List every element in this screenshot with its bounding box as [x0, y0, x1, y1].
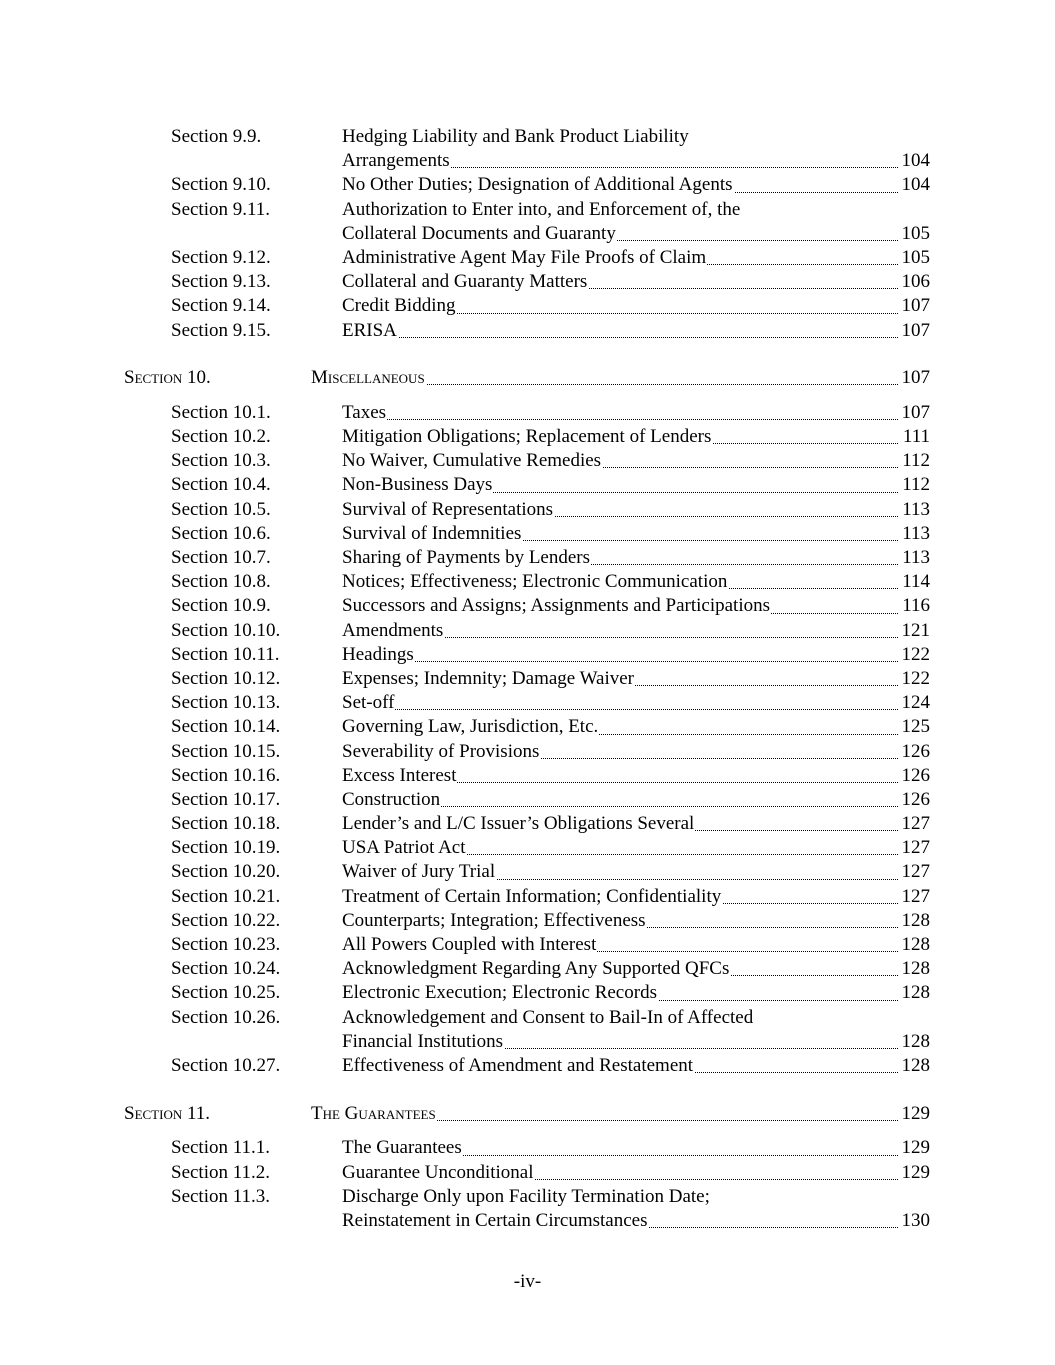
toc-entry: [0, 1054, 1055, 1078]
page-reference: 124: [901, 692, 930, 714]
toc-entry: [0, 1006, 1055, 1030]
section-title-text: The Guarantees: [311, 1102, 436, 1124]
page-reference: 107: [901, 319, 930, 341]
page-reference: 126: [901, 740, 930, 762]
page-reference: 105: [901, 222, 930, 244]
section-number: Section 10.9.: [171, 595, 271, 617]
section-title-text: Collateral Documents and Guaranty: [342, 222, 616, 244]
toc-entry: [0, 667, 1055, 691]
section-title: [342, 667, 898, 691]
toc-entry-continuation: [0, 149, 1055, 173]
section-title: [342, 294, 898, 318]
toc-entry: [0, 198, 1055, 222]
section-title-text: Survival of Representations: [342, 498, 554, 520]
section-title-text: Collateral and Guaranty Matters: [342, 271, 588, 293]
section-title: [342, 498, 898, 522]
section-title: [342, 812, 898, 836]
section-number: Section 11.2.: [171, 1161, 271, 1183]
section-title-continued: [342, 222, 898, 246]
toc-entry: [0, 522, 1055, 546]
toc-entry: [0, 425, 1055, 449]
toc-entry: [0, 1161, 1055, 1185]
page-reference: 122: [901, 643, 930, 665]
section-number: Section 10.18.: [171, 813, 281, 835]
section-title-text: Set-off: [342, 692, 395, 714]
section-number: Section 10.4.: [171, 474, 271, 496]
section-number: Section 10.22.: [171, 909, 281, 931]
section-number: Section 10.26.: [171, 1006, 281, 1028]
toc-entry-continuation: [0, 1030, 1055, 1054]
section-title: [342, 909, 898, 933]
toc-entry: [0, 1136, 1055, 1160]
page-reference: 113: [902, 498, 930, 520]
toc-entry: [0, 473, 1055, 497]
toc-entry: [0, 594, 1055, 618]
section-title-text: Administrative Agent May File Proofs of Claim: [342, 246, 707, 268]
section-title: [342, 981, 898, 1005]
section-number: Section 10.10.: [171, 619, 281, 641]
toc-entry: [0, 619, 1055, 643]
section-title-text: Mitigation Obligations; Replacement of Lenders: [342, 426, 712, 448]
section-title-text: Guarantee Unconditional: [342, 1161, 534, 1183]
section-number: Section 10.12.: [171, 667, 281, 689]
page-reference: 107: [901, 295, 930, 317]
section-number: Section 10.2.: [171, 426, 271, 448]
section-number: Section 10.23.: [171, 934, 281, 955]
section-title-text: Financial Institutions: [342, 1030, 503, 1052]
page-reference: 128: [901, 982, 930, 1004]
section-title: [342, 1136, 898, 1160]
table-of-contents: [0, 125, 1055, 1233]
section-title-text: Miscellaneous: [311, 367, 425, 389]
page-reference: 129: [901, 1137, 930, 1159]
section-number: Section 10.17.: [171, 788, 281, 810]
section-title-text: No Waiver, Cumulative Remedies: [342, 450, 602, 472]
page-reference: 129: [901, 1102, 930, 1124]
toc-entry: [0, 885, 1055, 909]
section-number: Section 10.19.: [171, 837, 281, 859]
section-title-text: Acknowledgement and Consent to Bail-In of Affected: [342, 1006, 754, 1028]
section-number: Section 11.: [124, 1102, 211, 1124]
page-reference: 111: [902, 426, 930, 448]
section-title: [342, 764, 898, 788]
page-reference: 125: [901, 716, 930, 738]
section-number: Section 9.12.: [171, 246, 271, 268]
page-reference: 104: [901, 174, 930, 196]
section-title-text: All Powers Coupled with Interest: [342, 934, 597, 955]
section-number: Section 10.3.: [171, 450, 271, 472]
section-title: [342, 125, 898, 149]
section-title: [342, 715, 898, 739]
toc-entry: [0, 498, 1055, 522]
toc-major-heading: [0, 366, 1055, 390]
page-reference: 113: [902, 522, 930, 544]
section-title-text: Taxes: [342, 401, 387, 423]
section-title-text: Counterparts; Integration; Effectiveness: [342, 909, 646, 931]
section-title-text: Amendments: [342, 619, 444, 641]
page-reference: 127: [901, 813, 930, 835]
section-number: Section 10.6.: [171, 522, 271, 544]
page-reference: 107: [901, 367, 930, 389]
section-number: Section 9.9.: [171, 126, 262, 147]
toc-entry: [0, 1185, 1055, 1209]
toc-entry: [0, 860, 1055, 884]
section-number: Section 10.15.: [171, 740, 281, 762]
section-number: Section 9.13.: [171, 271, 271, 293]
section-title: [342, 173, 898, 197]
section-title-continued: [342, 149, 898, 173]
page-reference: 128: [901, 1054, 930, 1076]
page-reference: 121: [901, 619, 930, 641]
section-title: [342, 570, 898, 594]
toc-entry: [0, 546, 1055, 570]
section-number: Section 10.24.: [171, 958, 281, 980]
section-title: [342, 691, 898, 715]
toc-entry: [0, 764, 1055, 788]
section-title-text: Non-Business Days: [342, 474, 493, 496]
toc-entry: [0, 740, 1055, 764]
section-title-text: Discharge Only upon Facility Termination Date;: [342, 1185, 710, 1207]
page-reference: 130: [901, 1209, 930, 1231]
toc-entry-continuation: [0, 222, 1055, 246]
toc-entry: [0, 981, 1055, 1005]
section-number: Section 10.16.: [171, 764, 281, 786]
toc-entry: [0, 319, 1055, 343]
section-number: Section 10.5.: [171, 498, 271, 520]
page-reference: 128: [901, 958, 930, 980]
section-title: [311, 366, 898, 390]
toc-entry: [0, 643, 1055, 667]
section-number: Section 9.15.: [171, 319, 271, 341]
section-title: [342, 885, 898, 909]
toc-entry: [0, 933, 1055, 957]
section-title-continued: [342, 1209, 898, 1233]
page-reference: 127: [901, 885, 930, 907]
section-title-text: Survival of Indemnities: [342, 522, 522, 544]
page-reference: 128: [901, 909, 930, 931]
section-title: [342, 619, 898, 643]
section-number: Section 10.1.: [171, 401, 271, 423]
section-number: Section 10.8.: [171, 571, 271, 593]
section-title-text: Sharing of Payments by Lenders: [342, 547, 591, 568]
section-title: [342, 522, 898, 546]
section-title-text: No Other Duties; Designation of Additional Agents: [342, 174, 733, 196]
page-reference: 112: [902, 450, 930, 472]
section-number: Section 10.14.: [171, 716, 281, 738]
section-title: [342, 319, 898, 343]
section-number: Section 10.11.: [171, 643, 280, 665]
section-title-text: Effectiveness of Amendment and Restatement: [342, 1054, 694, 1076]
toc-entry: [0, 570, 1055, 594]
section-title: [342, 933, 898, 957]
page-reference: 122: [901, 667, 930, 689]
section-number: Section 10.: [124, 367, 211, 389]
section-title-text: The Guarantees: [342, 1137, 462, 1159]
section-title: [342, 449, 898, 473]
toc-entry: [0, 294, 1055, 318]
section-title: [342, 594, 898, 618]
section-title: [342, 473, 898, 497]
page-reference: 126: [901, 764, 930, 786]
toc-entry-continuation: [0, 1209, 1055, 1233]
toc-major-heading: [0, 1102, 1055, 1126]
section-title-text: Severability of Provisions: [342, 740, 540, 762]
section-title: [342, 270, 898, 294]
section-title: [342, 836, 898, 860]
toc-entry: [0, 270, 1055, 294]
toc-entry: [0, 401, 1055, 425]
section-title-text: Governing Law, Jurisdiction, Etc.: [342, 716, 599, 738]
section-number: Section 10.7.: [171, 547, 271, 568]
section-title: [342, 1161, 898, 1185]
section-title-text: Excess Interest: [342, 764, 457, 786]
page-number: -iv-: [513, 1271, 542, 1292]
page-reference: 127: [901, 861, 930, 883]
section-title-text: Arrangements: [342, 150, 450, 172]
page-reference: 128: [901, 1030, 930, 1052]
page-reference: 129: [901, 1161, 930, 1183]
page-reference: 114: [902, 571, 930, 593]
section-title: [342, 1054, 898, 1078]
section-title-continued: [342, 1030, 898, 1054]
toc-entry: [0, 788, 1055, 812]
section-number: Section 10.20.: [171, 861, 281, 883]
section-title-text: Reinstatement in Certain Circumstances: [342, 1209, 648, 1231]
toc-entry: [0, 957, 1055, 981]
section-title: [342, 740, 898, 764]
section-number: Section 10.27.: [171, 1054, 281, 1076]
page-reference: 104: [901, 150, 930, 172]
section-title: [342, 788, 898, 812]
toc-entry: [0, 812, 1055, 836]
toc-entry: [0, 449, 1055, 473]
toc-entry: [0, 125, 1055, 149]
section-title-text: Successors and Assigns; Assignments and Participations: [342, 595, 771, 617]
page-reference: 128: [901, 934, 930, 955]
page-reference: 127: [901, 837, 930, 859]
section-title-text: Electronic Execution; Electronic Records: [342, 982, 657, 1004]
section-title-text: Waiver of Jury Trial: [342, 861, 496, 883]
section-number: Section 9.14.: [171, 295, 271, 317]
section-title: [342, 425, 898, 449]
section-title: [342, 546, 898, 570]
toc-entry: [0, 173, 1055, 197]
page-reference: 107: [901, 401, 930, 423]
section-title: [342, 1185, 898, 1209]
section-title: [342, 957, 898, 981]
section-title-text: Authorization to Enter into, and Enforcement of, the: [342, 198, 741, 220]
section-title: [342, 198, 898, 222]
section-title-text: Credit Bidding: [342, 295, 456, 317]
section-title: [342, 401, 898, 425]
section-title: [342, 246, 898, 270]
section-number: Section 9.10.: [171, 174, 271, 196]
section-title-text: USA Patriot Act: [342, 837, 466, 859]
section-number: Section 10.25.: [171, 982, 281, 1004]
section-number: Section 10.21.: [171, 885, 281, 907]
page-reference: 116: [902, 595, 930, 617]
section-title-text: Lender’s and L/C Issuer’s Obligations Several: [342, 813, 695, 835]
page-reference: 106: [901, 271, 930, 293]
section-title-text: ERISA: [342, 319, 397, 341]
toc-entry: [0, 836, 1055, 860]
section-title-text: Construction: [342, 788, 441, 810]
section-title: [342, 1006, 898, 1030]
section-title-text: Acknowledgment Regarding Any Supported QFCs: [342, 958, 730, 980]
toc-entry: [0, 246, 1055, 270]
section-title: [342, 643, 898, 667]
section-title-text: Expenses; Indemnity; Damage Waiver: [342, 667, 635, 689]
section-title-text: Headings: [342, 643, 414, 665]
section-title-text: Notices; Effectiveness; Electronic Communication: [342, 571, 728, 593]
section-title-text: Hedging Liability and Bank Product Liability: [342, 126, 689, 147]
page-reference: 113: [902, 547, 930, 568]
section-title-text: Treatment of Certain Information; Confidentiality: [342, 885, 722, 907]
section-title: [342, 860, 898, 884]
section-number: Section 11.1.: [171, 1137, 271, 1159]
page-reference: 126: [901, 788, 930, 810]
page-reference: 105: [901, 246, 930, 268]
toc-entry: [0, 909, 1055, 933]
toc-entry: [0, 715, 1055, 739]
section-title: [311, 1102, 898, 1126]
toc-entry: [0, 691, 1055, 715]
section-number: Section 11.3.: [171, 1185, 271, 1207]
page-reference: 112: [902, 474, 930, 496]
section-number: Section 10.13.: [171, 692, 281, 714]
section-number: Section 9.11.: [171, 198, 271, 220]
